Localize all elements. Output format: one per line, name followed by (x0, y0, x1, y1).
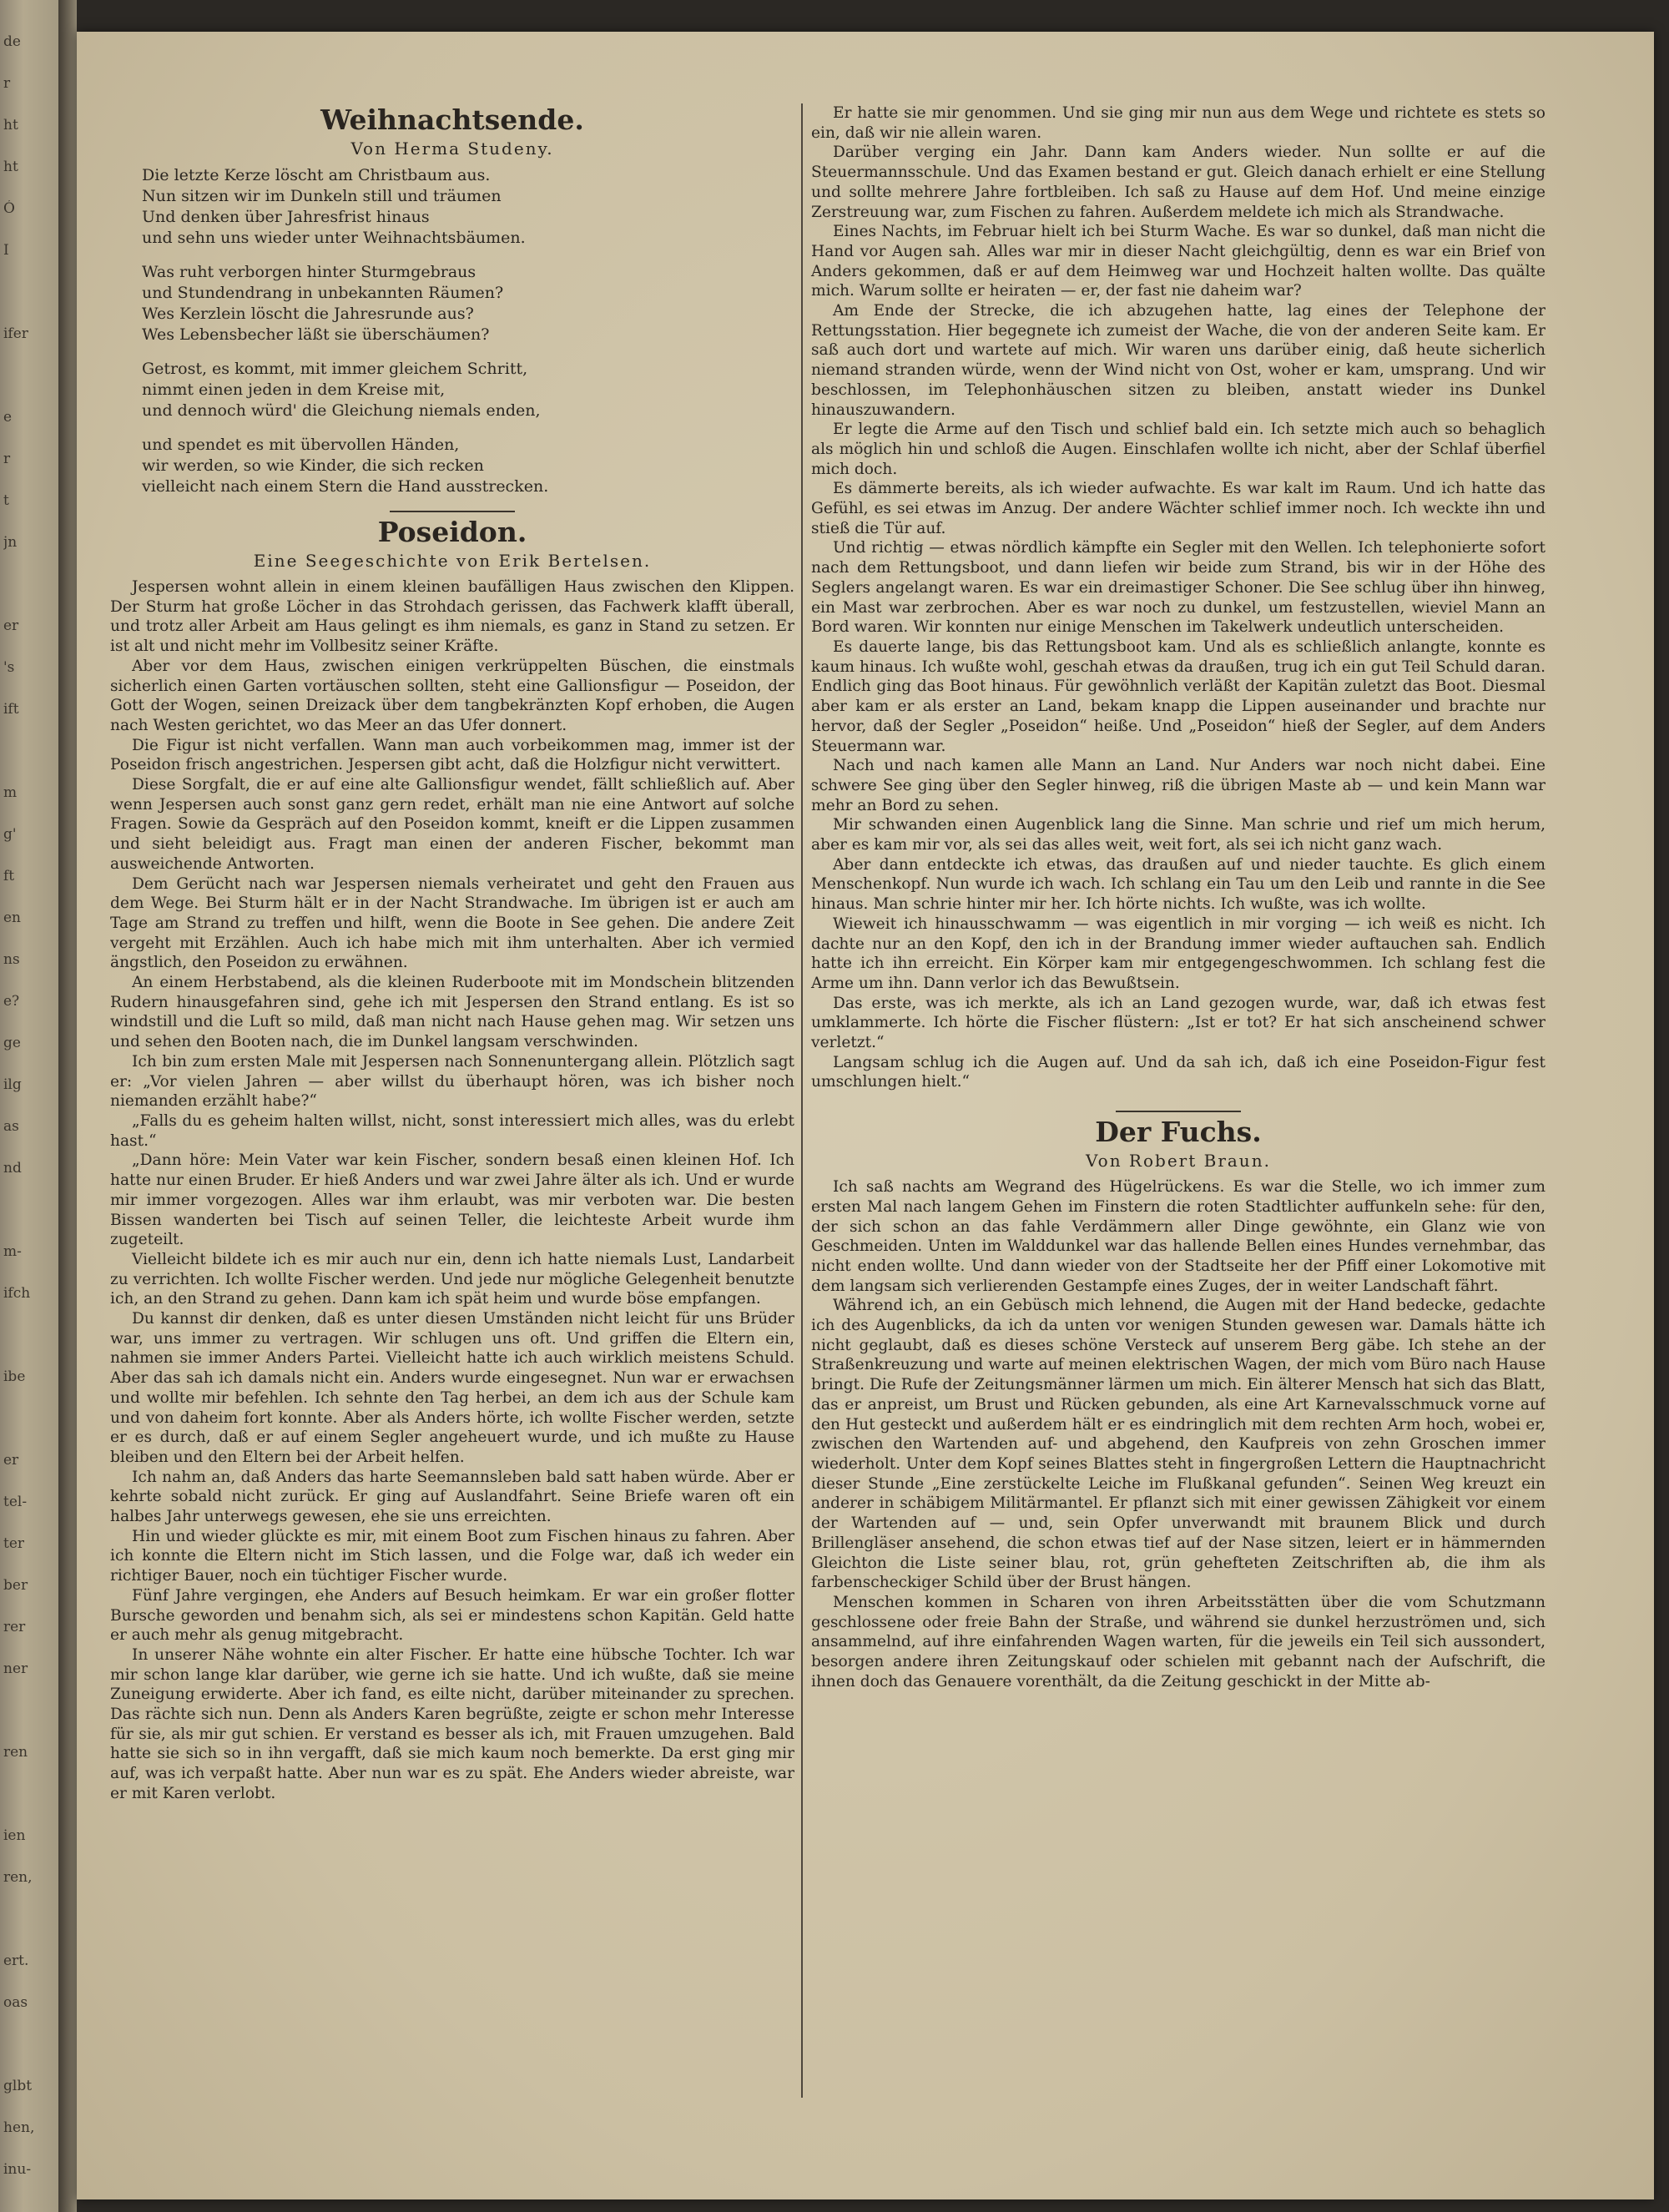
adjacent-page-text-fragment: g' (3, 826, 17, 843)
paragraph: Er hatte sie mir genommen. Und sie ging mir nun aus dem Wege und richtete es stets so ein, daß wir nie allein waren. (811, 104, 1545, 142)
poem-stanza (142, 435, 794, 497)
adjacent-page-text-fragment: er (3, 617, 19, 634)
adjacent-page-text-fragment: m (3, 784, 18, 801)
paragraph: Ich bin zum ersten Male mit Jespersen nach Sonnenuntergang allein. Plötzlich sagt er: „Vor vielen Jahren — aber willst du überhaupt hören, was ich bisher noch niemanden erzählt habe?“ (110, 1052, 794, 1111)
adjacent-page-text-fragment: m- (3, 1243, 22, 1260)
adjacent-page-text-fragment: ert. (3, 1953, 29, 1969)
paragraph: Ich saß nachts am Wegrand des Hügelrückens. Es war die Stelle, wo ich immer zum ersten Mal nach langem Gehen im Finstern die roten Stadtlichter auffunkeln sehe: für den, der sich schon an das fahle Verdämmern aller Dinge gewöhnte, ein Glanz wie von Geschmeiden. Unten im Walddunkel war das hallende Bellen eines Hundes vernehmbar, das nicht enden wollte. Und dann wieder von der Stadtseite her der Pfiff einer Lokomotive mit dem langsam sich verlierenden Gestampfe eines Zuges, der in weiter Landschaft fährt. (811, 1178, 1545, 1295)
poem-line: Die letzte Kerze löscht am Christbaum aus. (142, 166, 491, 184)
poem-line: nimmt einen jeden in dem Kreise mit, (142, 380, 446, 399)
paragraph: Du kannst dir denken, daß es unter diesen Umständen nicht leicht für uns Brüder war, uns immer zu vertragen. Wir schlugen uns oft. Und griffen die Eltern ein, nahmen sie immer Anders Partei. Vielleicht hatte ich auch wirklich meistens Schuld. Aber das sah ich damals nicht ein. Anders wurde eingesegnet. Nun war er erwachsen und wollte mir befehlen. Ich sehnte den Tag herbei, an dem ich aus der Schule kam und von daheim fort konnte. Aber als Anders hörte, ich wollte Fischer werden, setzte er es durch, daß er auf einem Segler angeheuert wurde, und ich mußte zu Hause bleiben und den Eltern bei der Arbeit helfen. (110, 1310, 794, 1466)
adjacent-page-text-fragment: ren (3, 1744, 28, 1761)
poem-line: vielleicht nach einem Stern die Hand ausstrecken. (142, 477, 549, 496)
paragraph: Diese Sorgfalt, die er auf eine alte Gallionsfigur wendet, fällt schließlich auf. Aber wenn Jespersen auch sonst ganz gern redet, erhält man nie eine Antwort auf solche Fragen. Sowie da Gespräch auf den Poseidon kommt, kneift er die Lippen zusammen und sieht beleidigt aus. Fragt man einen der anderen Fischer, bekommt man ausweichende Antworten. (110, 776, 794, 873)
paragraph: Aber dann entdeckte ich etwas, das draußen auf und nieder tauchte. Es glich einem Menschenkopf. Nun wurde ich wach. Ich schlang ein Tau um den Leib und rannte in die See hinaus. Man schrie hinter mir her. Ich hörte nichts. Ich wußte, was ich wollte. (811, 855, 1545, 914)
paragraph: Langsam schlug ich die Augen auf. Und da sah ich, daß ich eine Poseidon-Figur fest umschlungen hielt.“ (811, 1053, 1545, 1091)
adjacent-page-text-fragment: as (3, 1118, 19, 1135)
adjacent-page-text-fragment: ter (3, 1535, 25, 1552)
poem (142, 165, 794, 497)
poem-line: und Stundendrang in unbekannten Räumen? (142, 284, 504, 302)
adjacent-page-text-fragment: Ó (3, 200, 15, 217)
adjacent-page-text-fragment: ilg (3, 1076, 22, 1093)
adjacent-page-text-fragment: r (3, 75, 11, 92)
adjacent-page-text-fragment: ner (3, 1660, 28, 1677)
paragraph: Jespersen wohnt allein in einem kleinen baufälligen Haus zwischen den Klippen. Der Sturm hat große Löcher in das Strohdach gerissen, das Fachwerk klafft überall, und trotz aller Arbeit am Haus gelingt es ihm niemals, es ganz in Stand zu setzen. Er ist alt und nicht mehr im Vollbesitz seiner Kräfte. (110, 578, 794, 656)
paragraph: „Dann höre: Mein Vater war kein Fischer, sondern besaß einen kleinen Hof. Ich hatte nur einen Bruder. Er hieß Anders und war zwei Jahre älter als ich. Und er wurde mir immer vorgezogen. Alles war ihm erlaubt, was mir verboten war. Die besten Bissen wanderten bei Tisch auf seinen Teller, die leichteste Arbeit wurde ihm zugeteilt. (110, 1151, 794, 1249)
paragraph: Hin und wieder glückte es mir, mit einem Boot zum Fischen hinaus zu fahren. Aber ich konnte die Eltern nicht im Stich lassen, und die Folge war, daß ich weder ein richtiger Bauer, noch ein tüchtiger Fischer wurde. (110, 1527, 794, 1585)
paragraph: „Falls du es geheim halten willst, nicht, sonst interessiert mich alles, was du erlebt hast.“ (110, 1111, 794, 1150)
adjacent-page-text-fragment: ren, (3, 1869, 33, 1886)
section-divider (390, 511, 515, 512)
paragraph: Am Ende der Strecke, die ich abzugehen hatte, lag eines der Telephone der Rettungsstation. Hier begegnete ich zumeist der Wache, die von der anderen Seite kam. Er saß auch dort und wartete auf mich. Wir waren uns darüber einig, daß heute sicherlich niemand stranden würde, wenn der Wind nicht von Ost, woher er kam, umsprang. Und wir beschlossen, im Telephonhäuschen sitzen zu bleiben, anstatt wieder ins Dunkel hinauszuwandern. (811, 302, 1545, 419)
adjacent-page-text-fragment: ifch (3, 1285, 31, 1302)
adjacent-page-text-fragment: r (3, 451, 11, 467)
adjacent-page-text-fragment: jn (3, 534, 18, 551)
adjacent-page-text-fragment: t (3, 492, 9, 509)
poseidon-text-right (811, 103, 1545, 1092)
adjacent-page-text-fragment: nd (3, 1160, 22, 1177)
paragraph: Und richtig — etwas nördlich kämpfte ein Segler mit den Wellen. Ich telephonierte sofort nach dem Rettungsboot, und dann liefen wir beide zum Strand, bis wir in der Höhe des Seglers angelangt waren. Es war ein dreimastiger Schoner. Die See schlug über ihn hinweg, ein Mast war zerbrochen. Aber es war noch zu dunkel, um festzustellen, wieviel Mann an Bord waren. Wir konnten nur einige Menschen im Takelwerk undeutlich unterscheiden. (811, 539, 1545, 637)
right-column (801, 103, 1545, 2098)
poseidon-byline: Eine Seegeschichte von Erik Bertelsen. (253, 551, 652, 571)
adjacent-page-text-fragment: ber (3, 1577, 28, 1594)
paragraph: Es dämmerte bereits, als ich wieder aufwachte. Es war kalt im Raum. Und ich hatte das Gefühl, es sei etwas im Anzug. Der andere Wächter schlief immer noch. Ich weckte ihn und stieß die Tür auf. (811, 480, 1545, 537)
adjacent-page-text-fragment: I (3, 242, 9, 259)
poem-stanza (142, 165, 794, 249)
poem-line: Wes Lebensbecher läßt sie überschäumen? (142, 325, 490, 344)
adjacent-page-text-fragment: inu- (3, 2161, 32, 2178)
book-spine (58, 0, 77, 2212)
poem-line: wir werden, so wie Kinder, die sich recken (142, 456, 484, 475)
fuchs-byline: Von Robert Braun. (1086, 1151, 1271, 1172)
adjacent-page-text-fragment: rer (3, 1619, 26, 1635)
paragraph: Er legte die Arme auf den Tisch und schlief bald ein. Ich setzte mich auch so behaglich als möglich hin und schloß die Augen. Einschlafen wollte ich nicht, aber der Schlaf überfiel mich doch. (811, 421, 1545, 478)
paragraph: Das erste, was ich merkte, als ich an Land gezogen wurde, war, daß ich etwas fest umklammerte. Ich hörte die Fischer flüstern: „Ist er tot? Er hat sich anscheinend schwer verletzt.“ (811, 994, 1545, 1052)
poem-line: und dennoch würd' die Gleichung niemals enden, (142, 401, 541, 420)
adjacent-page-text-fragment: e (3, 409, 13, 426)
adjacent-page-edge (0, 0, 58, 2212)
adjacent-page-text-fragment: en (3, 909, 22, 926)
section-divider (1116, 1111, 1241, 1112)
adjacent-page-text-fragment: ibe (3, 1368, 26, 1385)
adjacent-page-text-fragment: de (3, 33, 21, 50)
paragraph: Fünf Jahre vergingen, ehe Anders auf Besuch heimkam. Er war ein großer flotter Bursche geworden und benahm sich, als sei er mindestens schon Kapitän. Geld hatte er auch mehr als genug mitgebracht. (110, 1586, 794, 1645)
paragraph: Wieweit ich hinausschwamm — was eigentlich in mir vorging — ich weiß es nicht. Ich dachte nur an den Kopf, den ich in der Brandung immer wieder auftauchen sah. Endlich hatte ich ihn erreicht. Ein Körper kam mir entgegengeschwommen. Ich schlang fest die Arme um ihn. Dann verlor ich das Bewußtsein. (811, 915, 1545, 992)
paragraph: Nach und nach kamen alle Mann an Land. Nur Anders war noch nicht dabei. Eine schwere See ging über den Segler hinweg, riß die übrigen Maste ab — und kein Mann war mehr an Bord zu sehen. (811, 757, 1545, 814)
poem-line: Getrost, es kommt, mit immer gleichem Schritt, (142, 360, 528, 378)
paragraph: Darüber verging ein Jahr. Dann kam Anders wieder. Nun sollte er auf die Steuermannsschule. Und das Examen bestand er gut. Gleich danach erhielt er eine Stellung und sollte mehrere Jahre fortbleiben. Ich saß zu Hause auf dem Hof. Und meine einzige Zerstreuung war, zum Fischen zu fahren. Außerdem meldete ich mich als Strandwache. (811, 144, 1545, 221)
adjacent-page-text-fragment: ge (3, 1035, 21, 1051)
poem-line: Was ruht verborgen hinter Sturmgebraus (142, 263, 476, 281)
adjacent-page-text-fragment: er (3, 1452, 19, 1469)
paragraph: Aber vor dem Haus, zwischen einigen verkrüppelten Büschen, die einstmals sicherlich einen Garten vortäuschen sollten, steht eine Gallionsfigur — Poseidon, der Gott der Wogen, seinen Dreizack über dem tangbekränzten Kopf erhoben, die Augen nach Westen gerichtet, wo das Meer an das Ufer donnert. (110, 657, 794, 734)
adjacent-page-text-fragment: 's (3, 659, 15, 676)
adjacent-page-text-fragment: ift (3, 701, 19, 718)
adjacent-page-text-fragment: ft (3, 868, 15, 884)
paragraph: Ich nahm an, daß Anders das harte Seemannsleben bald satt haben würde. Aber er kehrte sobald nicht zurück. Er ging auf Auslandfahrt. Seine Briefe waren oft ein halbes Jahr unterwegs gewesen, ehe sie uns erreichten. (110, 1468, 794, 1526)
poem-line: und spendet es mit übervollen Händen, (142, 436, 460, 454)
weihnachtsende-title: Weihnachtsende. (320, 103, 584, 136)
adjacent-page-text-fragment: oas (3, 1994, 28, 2011)
poem-stanza (142, 262, 794, 345)
paragraph: In unserer Nähe wohnte ein alter Fischer. Er hatte eine hübsche Tochter. Ich war mir schon lange klar darüber, wie gerne ich sie hatte. Und ich wußte, daß sie meine Zuneigung erwiderte. Aber ich fand, es eilte nicht, darüber miteinander zu sprechen. Das rächte sich nun. Denn als Anders Karen begrüßte, zeigte er schon mehr Interesse für sie, als mir gut schien. Er verstand es besser als ich, mit Frauen umzugehen. Bald hatte sie sich so in ihn vergafft, daß sie mich kaum noch bemerkte. Da erst ging mir auf, was ich verpaßt hatte. Aber nun war es zu spät. Ehe Anders wieder abreiste, war er mit Karen verlobt. (110, 1645, 794, 1802)
paragraph: Während ich, an ein Gebüsch mich lehnend, die Augen mit der Hand bedecke, gedachte ich des Augenblicks, da ich da unten vor wenigen Stunden gewesen war. Damals hätte ich nicht geglaubt, daß es dieses schöne Versteck auf unserem Berg gäbe. Ich stehe an der Straßenkreuzung und warte auf meinen elektrischen Wagen, der mich vom Büro nach Hause bringt. Die Rufe der Zeitungsmänner lärmen um mich. Ein älterer Mensch hat sich das Blatt, das er anpreist, um Brust und Rücken gebunden, als eine Art Karnevalsschmuck vorne auf den Hut gesteckt und außerdem hält er es eindringlich mit dem rechten Arm hoch, wobei er, zwischen den Wartenden auf- und abgehend, den Kaufpreis von zehn Groschen immer wiederholt. Unter dem Kopf seines Blattes steht in fingergroßen Lettern die Hauptnachricht dieser Stunde „Eine zerstückelte Leiche im Flußkanal gefunden“. Seinen Weg kreuzt ein anderer in schäbigem Militärmantel. Er pflanzt sich mit einer gewissen Zähigkeit vor einem der Wartenden auf — und, sein Opfer unverwandt mit braunem Blick und durch Brillengläser ansehend, die schon etwas tief auf der Nase sitzen, leiert er in hämmernden Gleichton die Liste seiner blau, rot, grün gehefteten Zeitschriften ab, die ihm als farbenscheckiger Schild über der Brust hängen. (811, 1297, 1545, 1592)
paragraph: Mir schwanden einen Augenblick lang die Sinne. Man schrie und rief um mich herum, aber es kam mir vor, als sei das alles weit, weit fort, als sei ich nicht ganz wach. (811, 816, 1545, 854)
poem-stanza (142, 359, 794, 421)
adjacent-page-text-fragment: ht (3, 117, 18, 134)
paragraph: Die Figur ist nicht verfallen. Wann man auch vorbeikommen mag, immer ist der Poseidon frisch angestrichen. Jespersen gibt acht, daß die Holzfigur nicht verwittert. (110, 736, 794, 774)
adjacent-page-text-fragment: hen, (3, 2119, 35, 2136)
paragraph: Menschen kommen in Scharen von ihren Arbeitsstätten über die vom Schutzmann geschlossene oder freie Bahn der Straße, und während sie dunkel herzuströmen und, sich ansammelnd, auf ihre einfahrenden Wagen warten, für die jeweils ein Teil sich aussondert, besorgen andere ihren Zeitungskauf oder schielen mit gebannt nach der Aufschrift, die ihnen doch das Genauere vorenthält, da die Zeitung geschickt in der Mitte ab- (811, 1593, 1545, 1690)
paragraph: Es dauerte lange, bis das Rettungsboot kam. Und als es schließlich anlangte, konnte es kaum hinaus. Ich wußte wohl, geschah etwas da draußen, trug ich ein gut Teil Schuld daran. Endlich ging das Boot hinaus. Für gewöhnlich verläßt der Kapitän zuletzt das Boot. Diesmal aber kam er als erster an Land, bekam knapp die Lippen auseinander und brachte nur hervor, daß der Segler „Poseidon“ heiße. Und „Poseidon“ hieß der Segler, auf dem Anders Steuermann war. (811, 637, 1545, 755)
adjacent-page-text-fragment: e? (3, 993, 20, 1010)
left-column (110, 103, 794, 2098)
fuchs-title: Der Fuchs. (1095, 1116, 1262, 1149)
poem-line: Nun sitzen wir im Dunkeln still und träumen (142, 187, 502, 205)
poem-line: Und denken über Jahresfrist hinaus (142, 208, 430, 226)
newspaper-page (77, 32, 1654, 2199)
paragraph: Dem Gerücht nach war Jespersen niemals verheiratet und geht den Frauen aus dem Wege. Bei Sturm hält er in der Nacht Strandwache. Im übrigen ist er auch am Tage am Strand zu treffen und hilft, wenn die Boote in See gehen. Die andere Zeit vergeht mit Erzählen. Auch ich habe mich mit ihm unterhalten. Aber ich vermied ängstlich, den Poseidon zu erwähnen. (110, 874, 794, 972)
poem-line: Wes Kerzlein löscht die Jahresrunde aus? (142, 305, 474, 323)
weihnachtsende-byline: Von Herma Studeny. (350, 139, 554, 159)
paragraph: An einem Herbstabend, als die kleinen Ruderboote mit im Mondschein blitzenden Rudern hinausgefahren sind, gehe ich mit Jespersen den Strand entlang. Es ist so windstill und die Luft so mild, daß man nicht nach Hause gehen mag. Wir setzen uns und sehen den Booten nach, die im Dunkel langsam verschwinden. (110, 974, 794, 1051)
fuchs-text (811, 1177, 1545, 1691)
paragraph: Eines Nachts, im Februar hielt ich bei Sturm Wache. Es war so dunkel, daß man nicht die Hand vor Augen sah. Alles war mir in dieser Nacht gleichgültig, denn es war ein Brief von Anders gekommen, daß er auf dem Heimweg war und Hochzeit halten wollte. Das quälte mich. Warum sollte er heiraten — er, der fast nie daheim war? (811, 223, 1545, 300)
adjacent-page-text-fragment: tel- (3, 1494, 28, 1510)
adjacent-page-text-fragment: ien (3, 1827, 26, 1844)
adjacent-page-text-fragment: ifer (3, 325, 28, 342)
poem-line: und sehn uns wieder unter Weihnachtsbäumen. (142, 229, 526, 247)
adjacent-page-text-fragment: glbt (3, 2078, 33, 2094)
poseidon-text-left (110, 577, 794, 1804)
poseidon-title: Poseidon. (377, 516, 527, 548)
paragraph: Vielleicht bildete ich es mir auch nur ein, denn ich hatte niemals Lust, Landarbeit zu verrichten. Ich wollte Fischer werden. Und jede nur mögliche Gelegenheit benutzte ich, an den Strand zu gehen. Dann kam ich spät heim und wurde böse empfangen. (110, 1250, 794, 1308)
adjacent-page-text-fragment: ns (3, 951, 20, 968)
adjacent-page-text-fragment: ht (3, 159, 18, 175)
